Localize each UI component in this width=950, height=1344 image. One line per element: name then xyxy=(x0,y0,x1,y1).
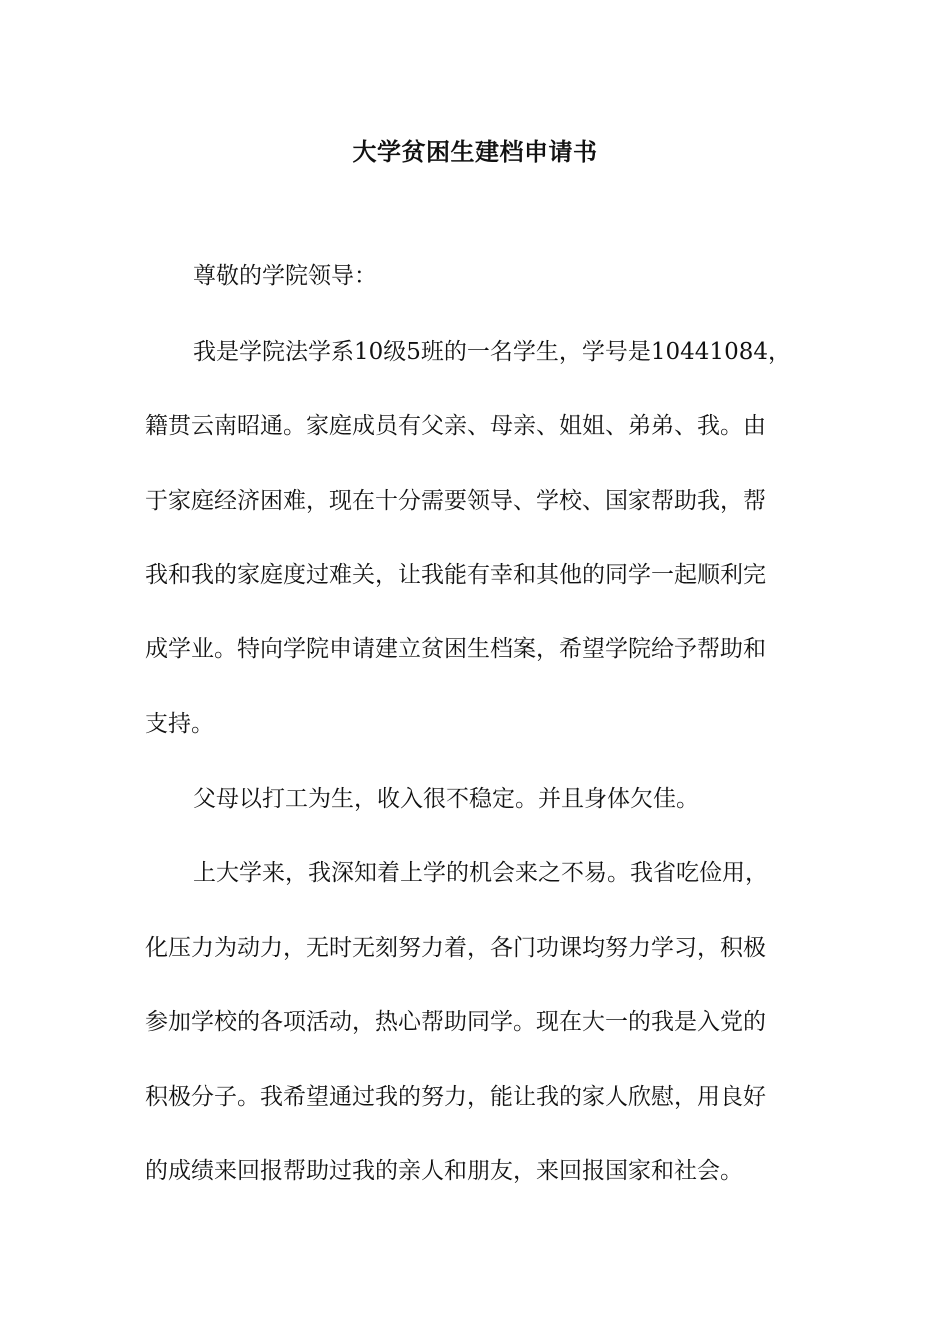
body-line: 于家庭经济困难，现在十分需要领导、学校、国家帮助我，帮 xyxy=(145,488,766,514)
document-title: 大学贫困生建档申请书 xyxy=(352,137,598,166)
body-line: 我是学院法学系10级5班的一名学生，学号是10441084， xyxy=(193,339,791,365)
body-line: 我和我的家庭度过难关，让我能有幸和其他的同学一起顺利完 xyxy=(145,562,766,588)
body-line: 化压力为动力，无时无刻努力着，各门功课均努力学习，积极 xyxy=(145,935,766,961)
body-line: 成学业。特向学院申请建立贫困生档案，希望学院给予帮助和 xyxy=(145,636,766,662)
body-line: 上大学来，我深知着上学的机会来之不易。我省吃俭用， xyxy=(193,860,768,886)
body-line: 的成绩来回报帮助过我的亲人和朋友，来回报国家和社会。 xyxy=(145,1158,743,1184)
body-line: 父母以打工为生，收入很不稳定。并且身体欠佳。 xyxy=(193,786,699,812)
body-line: 积极分子。我希望通过我的努力，能让我的家人欣慰，用良好 xyxy=(145,1084,766,1110)
body-line: 支持。 xyxy=(145,711,214,737)
body-line: 参加学校的各项活动，热心帮助同学。现在大一的我是入党的 xyxy=(145,1009,766,1035)
salutation-line: 尊敬的学院领导： xyxy=(193,263,377,289)
body-line: 籍贯云南昭通。家庭成员有父亲、母亲、姐姐、弟弟、我。由 xyxy=(145,413,766,439)
